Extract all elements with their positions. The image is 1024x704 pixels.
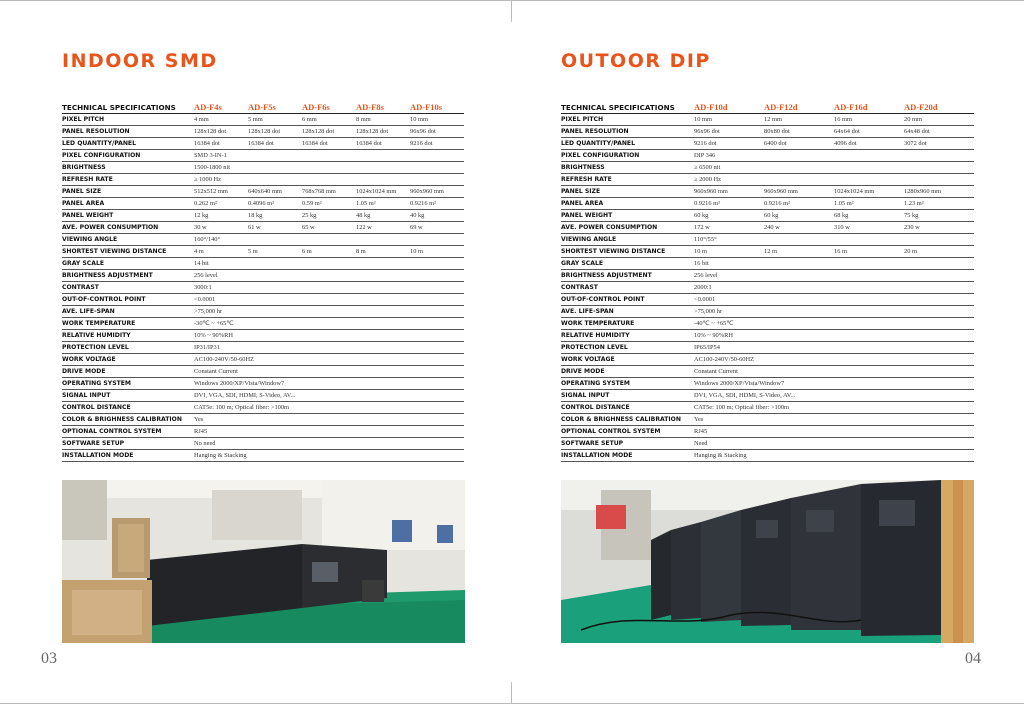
spec-value: 10 m: [694, 245, 764, 257]
spec-row: [561, 269, 974, 281]
spec-row: [561, 125, 974, 137]
spec-value: 48 kg: [356, 209, 410, 221]
spec-label: OPERATING SYSTEM: [561, 377, 694, 389]
spec-value: ≥ 1000 Hz: [194, 173, 464, 185]
spec-value: IP31/IP31: [194, 341, 464, 353]
spec-value: 10% ~ 90%RH: [194, 329, 464, 341]
spec-row: [561, 197, 974, 209]
spec-row: [561, 149, 974, 161]
spec-value: AC100-240V/50-60HZ: [194, 353, 464, 365]
spec-value: 6 mm: [302, 113, 356, 125]
spec-label: PANEL SIZE: [62, 185, 194, 197]
spec-value: 960x960 mm: [410, 185, 464, 197]
spec-value: 1024x1024 mm: [356, 185, 410, 197]
spec-row: [62, 197, 464, 209]
spec-value: 256 level: [694, 269, 974, 281]
spec-label: WORK TEMPERATURE: [62, 317, 194, 329]
spec-value: 20 mm: [904, 113, 974, 125]
spec-value: 4 mm: [194, 113, 248, 125]
spec-value: 640x640 mm: [248, 185, 302, 197]
spec-label: GRAY SCALE: [62, 257, 194, 269]
spec-label: CONTRAST: [561, 281, 694, 293]
spec-label: PANEL AREA: [62, 197, 194, 209]
spec-value: 80x80 dot: [764, 125, 834, 137]
spec-label: CONTROL DISTANCE: [561, 401, 694, 413]
spec-value: -30℃ ~ +65℃: [194, 317, 464, 329]
spec-label: BRIGHTNESS: [561, 161, 694, 173]
spec-label: BRIGHTNESS: [62, 161, 194, 173]
spec-header-row: [62, 99, 464, 113]
spec-label: RELATIVE HUMIDITY: [561, 329, 694, 341]
model-name: AD-F10s: [410, 99, 464, 113]
spec-value: 1024x1024 mm: [834, 185, 904, 197]
model-name: AD-F8s: [356, 99, 410, 113]
spec-value: 16 m: [834, 245, 904, 257]
spec-value: ≥ 6500 nit: [694, 161, 974, 173]
spec-value: 10% ~ 90%RH: [694, 329, 974, 341]
spec-row: [561, 377, 974, 389]
spec-value: 172 w: [694, 221, 764, 233]
spec-value: 16 bit: [694, 257, 974, 269]
spec-value: 3072 dot: [904, 137, 974, 149]
spec-row: [561, 185, 974, 197]
spec-label: VIEWING ANGLE: [62, 233, 194, 245]
spec-label: PROTECTION LEVEL: [561, 341, 694, 353]
spec-value: 68 kg: [834, 209, 904, 221]
spec-value: 3000:1: [194, 281, 464, 293]
spec-value: 9216 dot: [410, 137, 464, 149]
spec-value: Windows 2000/XP/Vista/Window7: [194, 377, 464, 389]
spec-label: GRAY SCALE: [561, 257, 694, 269]
spec-value: 310 w: [834, 221, 904, 233]
spec-value: 128x128 dot: [248, 125, 302, 137]
spec-row: [62, 317, 464, 329]
model-name: AD-F12d: [764, 99, 834, 113]
spec-value: 240 w: [764, 221, 834, 233]
spec-label: INSTALLATION MODE: [561, 449, 694, 461]
spec-row: [561, 209, 974, 221]
spec-row: [561, 401, 974, 413]
spec-row: [62, 413, 464, 425]
spec-row: [561, 293, 974, 305]
model-name: AD-F16d: [834, 99, 904, 113]
spec-value: 0.59 m²: [302, 197, 356, 209]
spec-label: SOFTWARE SETUP: [62, 437, 194, 449]
model-name: AD-F20d: [904, 99, 974, 113]
spec-value: 96x96 dot: [410, 125, 464, 137]
spec-label: OPTIONAL CONTROL SYSTEM: [62, 425, 194, 437]
page-number: 03: [41, 650, 57, 667]
spec-row: [561, 425, 974, 437]
spec-label: SIGNAL INPUT: [561, 389, 694, 401]
spec-row: [561, 413, 974, 425]
spec-header-label: TECHNICAL SPECIFICATIONS: [62, 99, 194, 113]
spec-label: OUT-OF-CONTROL POINT: [62, 293, 194, 305]
spec-label: PANEL RESOLUTION: [561, 125, 694, 137]
spec-value: Windows 2000/XP/Vista/Window7: [694, 377, 974, 389]
spec-row: [62, 437, 464, 449]
spec-value: 960x960 mm: [764, 185, 834, 197]
spec-value: 0.9216 m²: [410, 197, 464, 209]
spec-value: -40℃ ~ +65℃: [694, 317, 974, 329]
spec-row: [62, 389, 464, 401]
spec-row: [62, 221, 464, 233]
spec-label: COLOR & BRIGHNESS CALIBRATION: [62, 413, 194, 425]
spec-table-indoor: [62, 99, 464, 462]
spec-label: SHORTEST VIEWING DISTANCE: [561, 245, 694, 257]
spec-value: 128x128 dot: [356, 125, 410, 137]
spec-label: DRIVE MODE: [62, 365, 194, 377]
spec-row: [561, 329, 974, 341]
spec-value: 1280x960 mm: [904, 185, 974, 197]
spec-row: [62, 233, 464, 245]
spec-row: [62, 161, 464, 173]
spec-value: Yes: [694, 413, 974, 425]
spec-label: AVE. LIFE-SPAN: [561, 305, 694, 317]
spec-label: REFRESH RATE: [561, 173, 694, 185]
spec-value: 768x768 mm: [302, 185, 356, 197]
spec-value: 122 w: [356, 221, 410, 233]
spec-value: >75,000 hr: [194, 305, 464, 317]
spec-value: 0.4096 m²: [248, 197, 302, 209]
spec-value: 14 bit: [194, 257, 464, 269]
spec-row: [62, 185, 464, 197]
spec-value: RJ45: [694, 425, 974, 437]
spec-label: OUT-OF-CONTROL POINT: [561, 293, 694, 305]
spec-row: [561, 161, 974, 173]
spec-row: [62, 341, 464, 353]
spec-label: REFRESH RATE: [62, 173, 194, 185]
spec-label: BRIGHTNESS ADJUSTMENT: [561, 269, 694, 281]
spec-label: OPTIONAL CONTROL SYSTEM: [561, 425, 694, 437]
spec-row: [561, 353, 974, 365]
spec-row: [62, 401, 464, 413]
spec-value: IP65/IP54: [694, 341, 974, 353]
spec-row: [62, 257, 464, 269]
spec-value: 64x48 dot: [904, 125, 974, 137]
spec-value: 0.9216 m²: [764, 197, 834, 209]
spec-value: 4 m: [194, 245, 248, 257]
spec-value: 16 mm: [834, 113, 904, 125]
spec-value: SMD 3-IN-1: [194, 149, 464, 161]
spec-label: WORK VOLTAGE: [62, 353, 194, 365]
spec-value: 18 kg: [248, 209, 302, 221]
spec-label: CONTRAST: [62, 281, 194, 293]
spec-value: <0.0001: [694, 293, 974, 305]
spec-label: SOFTWARE SETUP: [561, 437, 694, 449]
spec-label: BRIGHTNESS ADJUSTMENT: [62, 269, 194, 281]
spec-label: LED QUANTITY/PANEL: [561, 137, 694, 149]
spec-value: 60 kg: [694, 209, 764, 221]
spec-value: 20 m: [904, 245, 974, 257]
spec-value: 64x64 dot: [834, 125, 904, 137]
spec-row: [561, 281, 974, 293]
spec-header-row: [561, 99, 974, 113]
model-name: AD-F6s: [302, 99, 356, 113]
section-title: INDOOR SMD: [62, 50, 218, 72]
spec-row: [62, 293, 464, 305]
spec-value: RJ45: [194, 425, 464, 437]
spec-value: 16384 dot: [302, 137, 356, 149]
spec-value: 1.05 m²: [356, 197, 410, 209]
spec-value: 5 m: [248, 245, 302, 257]
spec-value: 960x960 mm: [694, 185, 764, 197]
spec-value: 12 mm: [764, 113, 834, 125]
spec-value: 4096 dot: [834, 137, 904, 149]
spec-value: 2000:1: [694, 281, 974, 293]
spec-value: 10 m: [410, 245, 464, 257]
spec-value: 40 kg: [410, 209, 464, 221]
spec-value: CAT5e: 100 m; Optical fiber: >100m: [694, 401, 974, 413]
spec-value: 6 m: [302, 245, 356, 257]
indoor-led-panels-photo: [62, 480, 465, 643]
spec-value: 12 m: [764, 245, 834, 257]
spec-label: PIXEL CONFIGURATION: [561, 149, 694, 161]
spec-label: PANEL RESOLUTION: [62, 125, 194, 137]
page-outdoor-dip: [512, 0, 1024, 704]
spec-value: 30 w: [194, 221, 248, 233]
spec-value: >75,000 hr: [694, 305, 974, 317]
spec-row: [62, 149, 464, 161]
spec-value: 128x128 dot: [194, 125, 248, 137]
spec-row: [561, 437, 974, 449]
spec-row: [62, 353, 464, 365]
spec-label: PIXEL PITCH: [62, 113, 194, 125]
spec-label: INSTALLATION MODE: [62, 449, 194, 461]
spec-label: PIXEL CONFIGURATION: [62, 149, 194, 161]
spec-row: [62, 329, 464, 341]
spec-label: AVE. POWER CONSUMPTION: [561, 221, 694, 233]
spec-value: DVI, VGA, SDI, HDMI, S-Video, AV...: [194, 389, 464, 401]
spec-value: 1500-1800 nit: [194, 161, 464, 173]
spec-row: [561, 245, 974, 257]
outdoor-led-cabinets-photo: [561, 480, 974, 643]
spec-row: [62, 425, 464, 437]
spec-value: Hanging & Stacking: [194, 449, 464, 461]
spec-value: 9216 dot: [694, 137, 764, 149]
spec-value: 110°/55°: [694, 233, 974, 245]
spec-row: [561, 233, 974, 245]
spec-row: [561, 113, 974, 125]
spec-value: ≥ 2000 Hz: [694, 173, 974, 185]
spec-label: PROTECTION LEVEL: [62, 341, 194, 353]
spec-value: 6400 dot: [764, 137, 834, 149]
spec-row: [561, 365, 974, 377]
spec-row: [561, 173, 974, 185]
spec-value: 8 mm: [356, 113, 410, 125]
spec-row: [62, 269, 464, 281]
spec-label: LED QUANTITY/PANEL: [62, 137, 194, 149]
spec-value: 0.9216 m²: [694, 197, 764, 209]
spec-value: 16384 dot: [194, 137, 248, 149]
spec-value: 96x96 dot: [694, 125, 764, 137]
model-name: AD-F10d: [694, 99, 764, 113]
spec-row: [561, 221, 974, 233]
spec-label: OPERATING SYSTEM: [62, 377, 194, 389]
spec-value: <0.0001: [194, 293, 464, 305]
spec-value: Hanging & Stacking: [694, 449, 974, 461]
spec-row: [561, 341, 974, 353]
spec-value: 12 kg: [194, 209, 248, 221]
spec-row: [561, 305, 974, 317]
spec-row: [62, 365, 464, 377]
spec-label: PANEL AREA: [561, 197, 694, 209]
spec-row: [62, 245, 464, 257]
spec-label: PANEL WEIGHT: [561, 209, 694, 221]
page-number: 04: [965, 650, 981, 667]
spec-row: [62, 281, 464, 293]
spec-value: Need: [694, 437, 974, 449]
spec-value: 256 level: [194, 269, 464, 281]
spec-row: [62, 137, 464, 149]
spec-label: DRIVE MODE: [561, 365, 694, 377]
spec-label: AVE. POWER CONSUMPTION: [62, 221, 194, 233]
spec-value: 1.23 m²: [904, 197, 974, 209]
spec-value: 1.05 m²: [834, 197, 904, 209]
spec-value: AC100-240V/50-60HZ: [694, 353, 974, 365]
spec-value: 16384 dot: [248, 137, 302, 149]
spec-header-label: TECHNICAL SPECIFICATIONS: [561, 99, 694, 113]
spec-value: 8 m: [356, 245, 410, 257]
spec-row: [561, 257, 974, 269]
spec-value: 75 kg: [904, 209, 974, 221]
spec-row: [561, 389, 974, 401]
spec-value: Constant Current: [194, 365, 464, 377]
model-name: AD-F5s: [248, 99, 302, 113]
spec-label: COLOR & BRIGHNESS CALIBRATION: [561, 413, 694, 425]
spec-value: DIP 346: [694, 149, 974, 161]
spec-value: 10 mm: [694, 113, 764, 125]
spec-label: WORK VOLTAGE: [561, 353, 694, 365]
spec-row: [62, 377, 464, 389]
spec-label: PIXEL PITCH: [561, 113, 694, 125]
spec-value: 69 w: [410, 221, 464, 233]
model-name: AD-F4s: [194, 99, 248, 113]
spec-label: WORK TEMPERATURE: [561, 317, 694, 329]
spec-row: [561, 317, 974, 329]
spec-value: 0.262 m²: [194, 197, 248, 209]
spec-label: AVE. LIFE-SPAN: [62, 305, 194, 317]
section-title: OUTOOR DIP: [561, 50, 711, 72]
spec-label: VIEWING ANGLE: [561, 233, 694, 245]
spec-value: 512x512 mm: [194, 185, 248, 197]
spec-value: 128x128 dot: [302, 125, 356, 137]
spec-value: 5 mm: [248, 113, 302, 125]
spec-row: [62, 209, 464, 221]
spec-value: 25 kg: [302, 209, 356, 221]
spec-value: 160°/140°: [194, 233, 464, 245]
spec-value: CAT5e: 100 m; Optical fiber: >100m: [194, 401, 464, 413]
spec-value: 65 w: [302, 221, 356, 233]
spec-value: Yes: [194, 413, 464, 425]
spec-label: PANEL WEIGHT: [62, 209, 194, 221]
spec-value: 60 kg: [764, 209, 834, 221]
spec-label: CONTROL DISTANCE: [62, 401, 194, 413]
spec-value: No need: [194, 437, 464, 449]
spec-value: 16384 dot: [356, 137, 410, 149]
spec-row: [561, 449, 974, 461]
spec-row: [62, 305, 464, 317]
spec-label: PANEL SIZE: [561, 185, 694, 197]
spec-value: 10 mm: [410, 113, 464, 125]
spec-table-outdoor: [561, 99, 974, 462]
spec-row: [62, 173, 464, 185]
spec-value: Constant Current: [694, 365, 974, 377]
spec-label: RELATIVE HUMIDITY: [62, 329, 194, 341]
spec-row: [62, 125, 464, 137]
spec-label: SHORTEST VIEWING DISTANCE: [62, 245, 194, 257]
spec-value: 61 w: [248, 221, 302, 233]
spec-row: [561, 137, 974, 149]
spec-value: DVI, VGA, SDI, HDMI, S-Video, AV...: [694, 389, 974, 401]
spec-label: SIGNAL INPUT: [62, 389, 194, 401]
spec-row: [62, 113, 464, 125]
spec-row: [62, 449, 464, 461]
spec-value: 230 w: [904, 221, 974, 233]
